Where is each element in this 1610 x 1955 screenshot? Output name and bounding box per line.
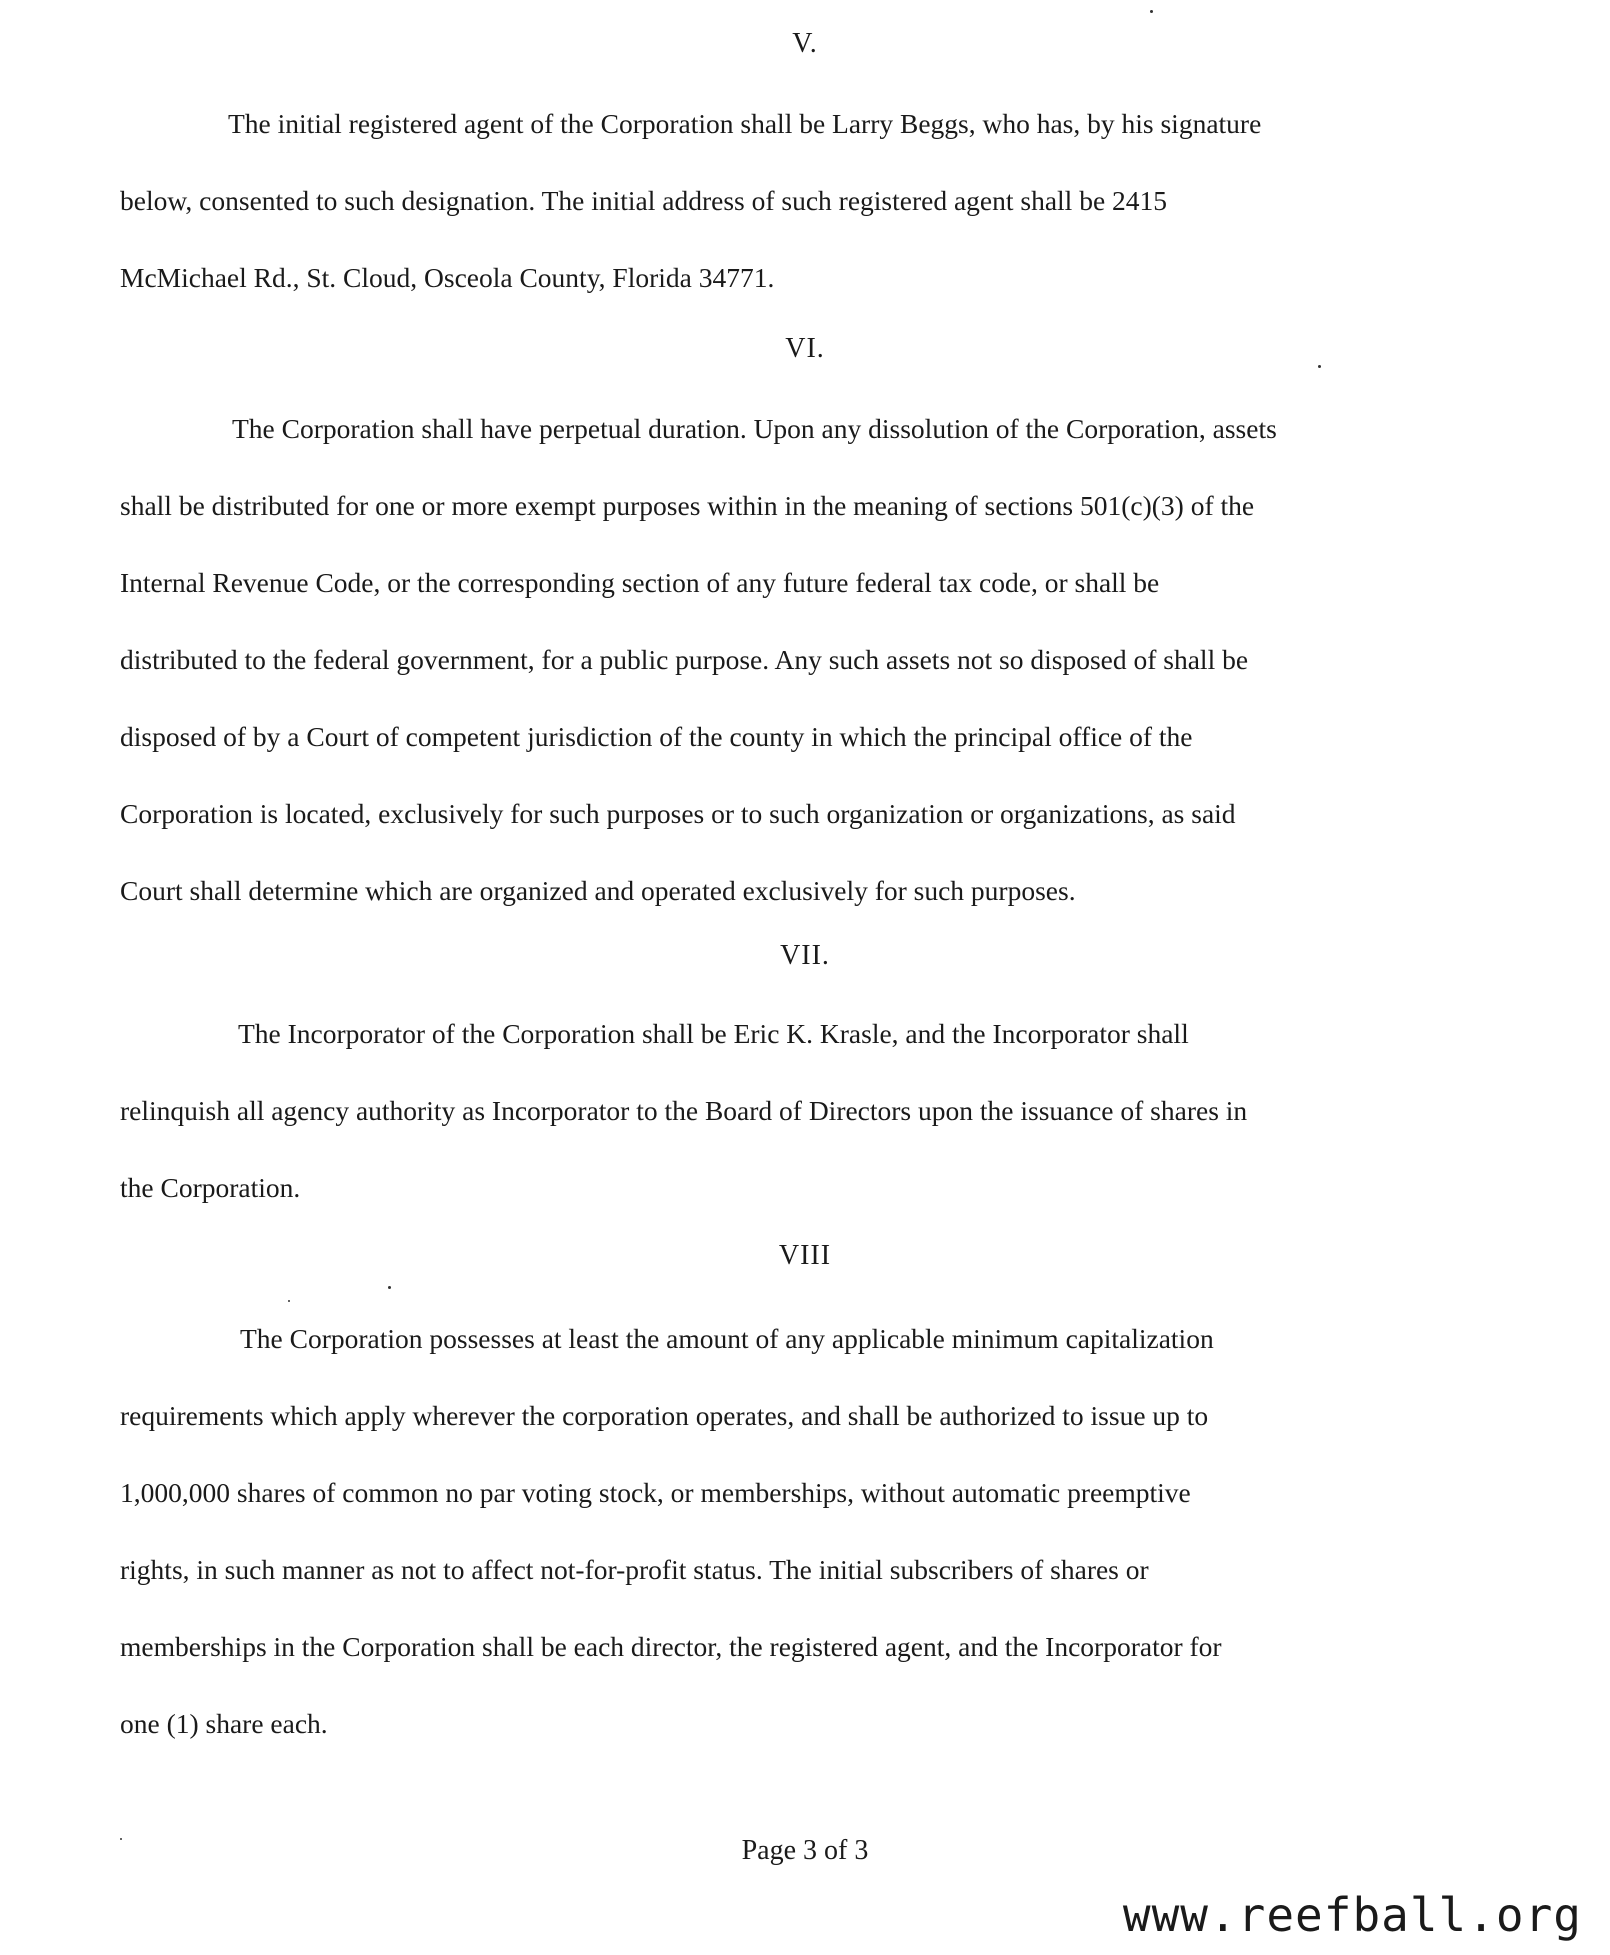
scan-speck	[1318, 365, 1321, 368]
section-heading-v: V.	[792, 28, 818, 59]
page-number: Page 3 of 3	[741, 1835, 869, 1866]
paragraph-line: the Corporation.	[120, 1172, 301, 1203]
paragraph-line: Court shall determine which are organized and operated exclusively for such purposes.	[120, 875, 1076, 906]
paragraph-line: The Corporation shall have perpetual duration. Upon any dissolution of the Corporation, assets	[232, 413, 1277, 444]
section-vi-paragraph	[120, 390, 1510, 929]
scan-speck	[288, 1300, 290, 1302]
paragraph-line: distributed to the federal government, for a public purpose. Any such assets not so disposed of shall be	[120, 644, 1249, 675]
scan-speck	[120, 1838, 122, 1840]
paragraph-line: The Incorporator of the Corporation shall be Eric K. Krasle, and the Incorporator shall	[238, 1018, 1189, 1049]
paragraph-line: shall be distributed for one or more exempt purposes within in the meaning of sections 501(c)(3) of the	[120, 490, 1255, 521]
scan-speck	[388, 1286, 391, 1289]
paragraph-line: rights, in such manner as not to affect not-for-profit status. The initial subscribers of shares or	[120, 1554, 1149, 1585]
paragraph-line: one (1) share each.	[120, 1708, 328, 1739]
paragraph-line: Internal Revenue Code, or the corresponding section of any future federal tax code, or shall be	[120, 567, 1160, 598]
paragraph-line: The Corporation possesses at least the amount of any applicable minimum capitalization	[240, 1323, 1214, 1354]
paragraph-line: requirements which apply wherever the corporation operates, and shall be authorized to issue up to	[120, 1400, 1209, 1431]
paragraph-line: Corporation is located, exclusively for such purposes or to such organization or organizations, as said	[120, 798, 1236, 829]
paragraph-line: memberships in the Corporation shall be each director, the registered agent, and the Incorporator for	[120, 1631, 1222, 1662]
section-heading-vii: VII.	[780, 940, 830, 971]
scan-speck	[1150, 10, 1153, 13]
website-watermark: www.reefball.org	[1122, 1888, 1582, 1942]
section-vii-paragraph	[120, 995, 1510, 1226]
paragraph-line: below, consented to such designation. The initial address of such registered agent shall be 2415	[120, 185, 1168, 216]
section-heading-viii: VIII	[778, 1240, 832, 1271]
paragraph-line: disposed of by a Court of competent jurisdiction of the county in which the principal office of the	[120, 721, 1193, 752]
paragraph-line: McMichael Rd., St. Cloud, Osceola County, Florida 34771.	[120, 262, 775, 293]
section-v-paragraph	[120, 85, 1510, 316]
paragraph-line: relinquish all agency authority as Incorporator to the Board of Directors upon the issuance of shares in	[120, 1095, 1248, 1126]
paragraph-line: 1,000,000 shares of common no par voting stock, or memberships, without automatic preemptive	[120, 1477, 1191, 1508]
paragraph-line: The initial registered agent of the Corporation shall be Larry Beggs, who has, by his signature	[228, 108, 1262, 139]
section-viii-paragraph	[120, 1300, 1510, 1762]
section-heading-vi: VI.	[785, 333, 825, 364]
